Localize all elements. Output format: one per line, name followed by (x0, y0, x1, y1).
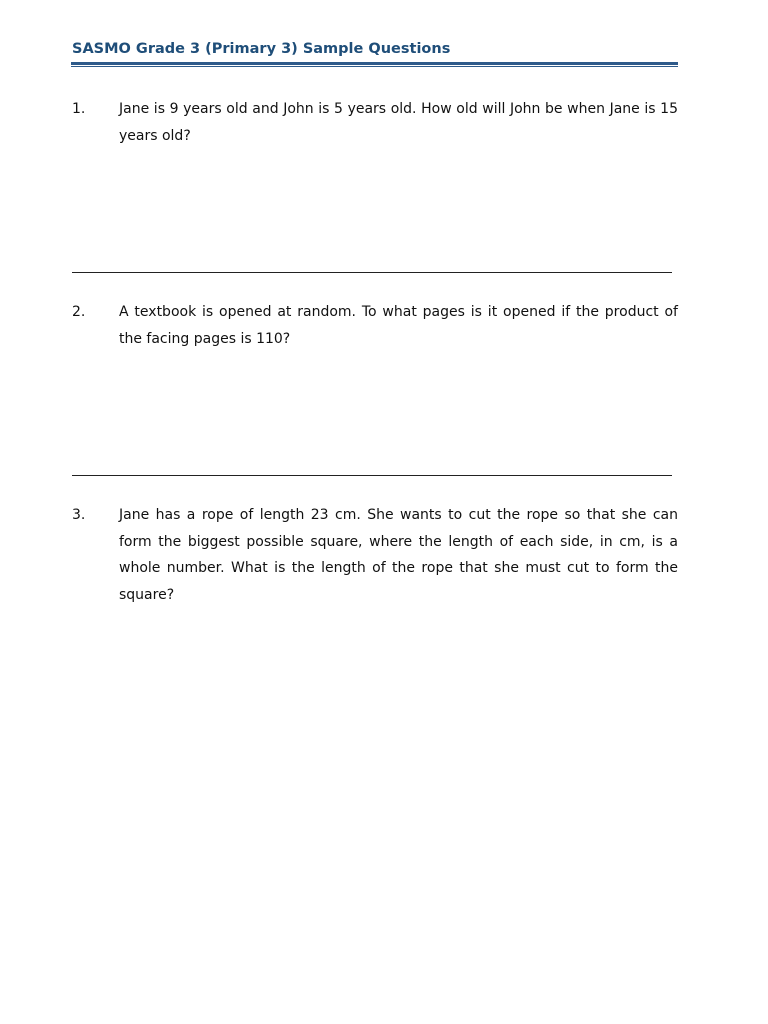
header-rule-thin (71, 66, 678, 67)
question-text: A textbook is opened at random. To what pages is it opened if the product of the facing pages is 110? (119, 304, 678, 347)
question-number: 1. (72, 101, 86, 117)
question-text: Jane has a rope of length 23 cm. She wants to cut the rope so that she can form the biggest possible square, where the length of each side, in cm, is a whole number. What is the length of the rope that she must cut to form the square? (119, 507, 678, 603)
header-rule-thick (71, 62, 678, 65)
page-title: SASMO Grade 3 (Primary 3) Sample Questions (72, 41, 451, 57)
question-number: 3. (72, 507, 86, 523)
answer-separator-2 (72, 475, 672, 476)
header-rule (71, 62, 678, 68)
question-text: Jane is 9 years old and John is 5 years old. How old will John be when Jane is 15 years old? (119, 101, 678, 144)
question-1 (72, 96, 678, 149)
question-2 (72, 299, 678, 352)
question-3 (72, 502, 678, 608)
question-number: 2. (72, 304, 86, 320)
answer-separator-1 (72, 272, 672, 273)
